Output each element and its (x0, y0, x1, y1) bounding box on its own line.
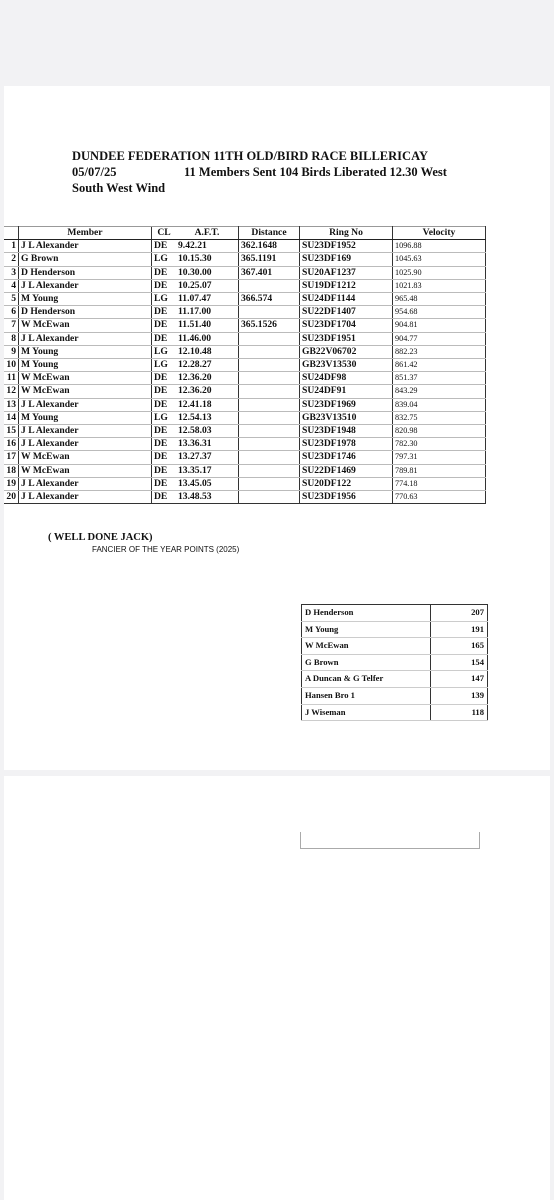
empty-table-box (300, 832, 480, 849)
class-code: DE (152, 438, 177, 451)
arrival-time: 12.10.48 (176, 345, 239, 358)
distance-value (239, 306, 300, 319)
member-name: W McEwan (19, 385, 152, 398)
distance-value (239, 464, 300, 477)
fancier-name: D Henderson (302, 605, 431, 622)
distance-value (239, 359, 300, 372)
arrival-time: 11.17.00 (176, 306, 239, 319)
points-row (302, 605, 488, 622)
velocity-value: 1045.63 (393, 253, 486, 266)
member-name: D Henderson (19, 266, 152, 279)
document-page-1 (4, 86, 550, 770)
velocity-value: 820.98 (393, 425, 486, 438)
member-name: D Henderson (19, 306, 152, 319)
well-done-note: ( WELL DONE JACK) (48, 532, 153, 543)
table-row (4, 240, 486, 253)
ring-number: SU23DF1956 (300, 491, 393, 504)
row-number: 1 (4, 240, 19, 253)
member-name: M Young (19, 359, 152, 372)
velocity-value: 954.68 (393, 306, 486, 319)
table-row (4, 464, 486, 477)
ring-number: SU23DF1951 (300, 332, 393, 345)
ring-number: GB23V13530 (300, 359, 393, 372)
class-code: DE (152, 398, 177, 411)
class-code: DE (152, 425, 177, 438)
member-name: M Young (19, 411, 152, 424)
velocity-value: 770.63 (393, 491, 486, 504)
ring-number: SU23DF1704 (300, 319, 393, 332)
distance-value (239, 332, 300, 345)
member-name: J L Alexander (19, 491, 152, 504)
arrival-time: 13.45.05 (176, 477, 239, 490)
row-number: 12 (4, 385, 19, 398)
points-table (301, 604, 488, 721)
velocity-value: 861.42 (393, 359, 486, 372)
class-code: LG (152, 411, 177, 424)
row-number: 8 (4, 332, 19, 345)
member-name: J L Alexander (19, 398, 152, 411)
arrival-time: 13.36.31 (176, 438, 239, 451)
member-name: J L Alexander (19, 477, 152, 490)
member-name: W McEwan (19, 464, 152, 477)
arrival-time: 13.48.53 (176, 491, 239, 504)
arrival-time: 10.15.30 (176, 253, 239, 266)
velocity-value: 904.81 (393, 319, 486, 332)
row-number: 11 (4, 372, 19, 385)
velocity-value: 839.04 (393, 398, 486, 411)
velocity-value: 1021.83 (393, 279, 486, 292)
ring-number: SU22DF1407 (300, 306, 393, 319)
table-row (4, 279, 486, 292)
table-row (4, 411, 486, 424)
velocity-value: 832.75 (393, 411, 486, 424)
arrival-time: 11.07.47 (176, 293, 239, 306)
table-row (4, 306, 486, 319)
table-row (4, 332, 486, 345)
race-summary: 11 Members Sent 104 Birds Liberated 12.30 West (184, 165, 447, 179)
class-code: DE (152, 491, 177, 504)
class-code: DE (152, 266, 177, 279)
distance-value (239, 385, 300, 398)
arrival-time: 11.46.00 (176, 332, 239, 345)
fancier-points: 139 (431, 687, 488, 704)
table-row (4, 266, 486, 279)
fancier-points-heading: FANCIER OF THE YEAR POINTS (2025) (92, 545, 240, 554)
velocity-value: 904.77 (393, 332, 486, 345)
distance-value: 366.574 (239, 293, 300, 306)
class-code: DE (152, 306, 177, 319)
member-name: G Brown (19, 253, 152, 266)
class-code: DE (152, 464, 177, 477)
member-name: J L Alexander (19, 425, 152, 438)
ring-number: SU20AF1237 (300, 266, 393, 279)
distance-value (239, 438, 300, 451)
table-row (4, 372, 486, 385)
table-row (4, 398, 486, 411)
distance-value (239, 491, 300, 504)
row-number: 19 (4, 477, 19, 490)
col-header-distance: Distance (239, 227, 300, 240)
fancier-name: J Wiseman (302, 704, 431, 721)
velocity-value: 1025.90 (393, 266, 486, 279)
points-row (302, 687, 488, 704)
row-number: 9 (4, 345, 19, 358)
col-header-velocity: Velocity (393, 227, 486, 240)
class-code: DE (152, 332, 177, 345)
points-row (302, 638, 488, 655)
fancier-name: W McEwan (302, 638, 431, 655)
ring-number: SU23DF1978 (300, 438, 393, 451)
fancier-name: Hansen Bro 1 (302, 687, 431, 704)
fancier-name: M Young (302, 621, 431, 638)
results-header-row (4, 227, 486, 240)
distance-value (239, 345, 300, 358)
fancier-points: 154 (431, 654, 488, 671)
ring-number: SU24DF1144 (300, 293, 393, 306)
class-code: DE (152, 372, 177, 385)
velocity-value: 789.81 (393, 464, 486, 477)
col-header-no (4, 227, 19, 240)
race-title: DUNDEE FEDERATION 11TH OLD/BIRD RACE BILLERICAY (72, 149, 428, 163)
document-page-2 (4, 776, 550, 1200)
arrival-time: 10.30.00 (176, 266, 239, 279)
class-code: DE (152, 319, 177, 332)
fancier-points: 165 (431, 638, 488, 655)
distance-value (239, 477, 300, 490)
row-number: 3 (4, 266, 19, 279)
arrival-time: 10.25.07 (176, 279, 239, 292)
velocity-value: 782.30 (393, 438, 486, 451)
col-header-ring: Ring No (300, 227, 393, 240)
table-row (4, 477, 486, 490)
class-code: LG (152, 253, 177, 266)
row-number: 18 (4, 464, 19, 477)
col-header-cl: CL (152, 227, 177, 240)
arrival-time: 12.54.13 (176, 411, 239, 424)
row-number: 13 (4, 398, 19, 411)
fancier-name: G Brown (302, 654, 431, 671)
ring-number: SU23DF1948 (300, 425, 393, 438)
points-row (302, 654, 488, 671)
distance-value: 367.401 (239, 266, 300, 279)
class-code: DE (152, 279, 177, 292)
ring-number: SU23DF1952 (300, 240, 393, 253)
wind-info: South West Wind (72, 181, 166, 195)
distance-value (239, 372, 300, 385)
fancier-points: 147 (431, 671, 488, 688)
points-row (302, 621, 488, 638)
row-number: 14 (4, 411, 19, 424)
distance-value: 362.1648 (239, 240, 300, 253)
class-code: LG (152, 345, 177, 358)
velocity-value: 774.18 (393, 477, 486, 490)
ring-number: SU23DF1746 (300, 451, 393, 464)
distance-value: 365.1191 (239, 253, 300, 266)
arrival-time: 13.27.37 (176, 451, 239, 464)
member-name: J L Alexander (19, 438, 152, 451)
velocity-value: 851.37 (393, 372, 486, 385)
distance-value (239, 411, 300, 424)
table-row (4, 491, 486, 504)
member-name: M Young (19, 293, 152, 306)
row-number: 4 (4, 279, 19, 292)
distance-value (239, 279, 300, 292)
points-row (302, 704, 488, 721)
row-number: 15 (4, 425, 19, 438)
arrival-time: 13.35.17 (176, 464, 239, 477)
ring-number: SU22DF1469 (300, 464, 393, 477)
table-row (4, 345, 486, 358)
col-header-aft: A.F.T. (176, 227, 239, 240)
table-row (4, 359, 486, 372)
points-row (302, 671, 488, 688)
fancier-name: A Duncan & G Telfer (302, 671, 431, 688)
velocity-value: 797.31 (393, 451, 486, 464)
arrival-time: 9.42.21 (176, 240, 239, 253)
ring-number: GB23V13510 (300, 411, 393, 424)
row-number: 17 (4, 451, 19, 464)
velocity-value: 843.29 (393, 385, 486, 398)
distance-value (239, 398, 300, 411)
table-row (4, 253, 486, 266)
class-code: DE (152, 385, 177, 398)
row-number: 6 (4, 306, 19, 319)
row-number: 20 (4, 491, 19, 504)
table-row (4, 319, 486, 332)
table-row (4, 385, 486, 398)
table-row (4, 438, 486, 451)
velocity-value: 965.48 (393, 293, 486, 306)
member-name: W McEwan (19, 451, 152, 464)
table-row (4, 451, 486, 464)
ring-number: SU19DF1212 (300, 279, 393, 292)
member-name: J L Alexander (19, 240, 152, 253)
ring-number: SU20DF122 (300, 477, 393, 490)
class-code: LG (152, 293, 177, 306)
class-code: DE (152, 451, 177, 464)
table-row (4, 293, 486, 306)
class-code: DE (152, 477, 177, 490)
arrival-time: 12.36.20 (176, 372, 239, 385)
row-number: 2 (4, 253, 19, 266)
arrival-time: 12.28.27 (176, 359, 239, 372)
ring-number: SU24DF98 (300, 372, 393, 385)
ring-number: SU24DF91 (300, 385, 393, 398)
distance-value: 365.1526 (239, 319, 300, 332)
member-name: W McEwan (19, 319, 152, 332)
fancier-points: 118 (431, 704, 488, 721)
results-table (4, 226, 486, 504)
arrival-time: 11.51.40 (176, 319, 239, 332)
member-name: W McEwan (19, 372, 152, 385)
arrival-time: 12.36.20 (176, 385, 239, 398)
velocity-value: 882.23 (393, 345, 486, 358)
velocity-value: 1096.88 (393, 240, 486, 253)
row-number: 10 (4, 359, 19, 372)
member-name: J L Alexander (19, 332, 152, 345)
fancier-points: 207 (431, 605, 488, 622)
row-number: 7 (4, 319, 19, 332)
ring-number: GB22V06702 (300, 345, 393, 358)
arrival-time: 12.41.18 (176, 398, 239, 411)
arrival-time: 12.58.03 (176, 425, 239, 438)
distance-value (239, 451, 300, 464)
col-header-member: Member (19, 227, 152, 240)
race-date: 05/07/25 (72, 165, 117, 179)
class-code: LG (152, 359, 177, 372)
row-number: 16 (4, 438, 19, 451)
row-number: 5 (4, 293, 19, 306)
class-code: DE (152, 240, 177, 253)
ring-number: SU23DF169 (300, 253, 393, 266)
distance-value (239, 425, 300, 438)
member-name: J L Alexander (19, 279, 152, 292)
member-name: M Young (19, 345, 152, 358)
fancier-points: 191 (431, 621, 488, 638)
ring-number: SU23DF1969 (300, 398, 393, 411)
table-row (4, 425, 486, 438)
